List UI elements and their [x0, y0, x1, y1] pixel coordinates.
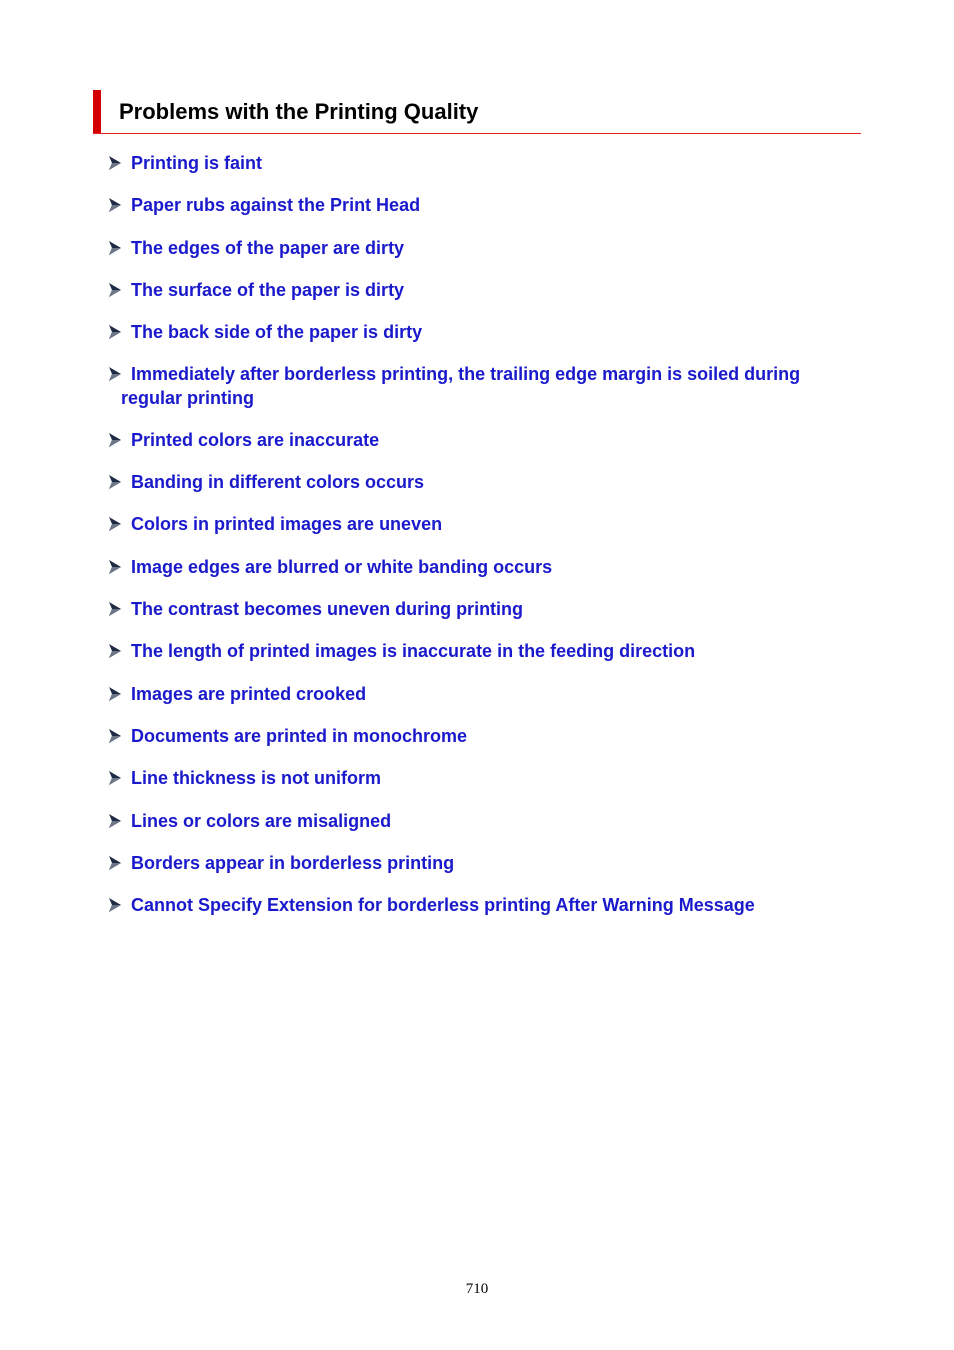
link-label[interactable]: Printed colors are inaccurate: [131, 430, 380, 450]
chevron-right-icon: [108, 601, 122, 617]
chevron-right-icon: [108, 197, 122, 213]
link-label[interactable]: The length of printed images is inaccurate in the feeding direction: [131, 641, 696, 661]
chevron-right-icon: [108, 897, 122, 913]
chevron-right-icon: [108, 432, 122, 448]
link-label[interactable]: Colors in printed images are uneven: [131, 514, 443, 534]
link-trailing-edge-soiled[interactable]: [108, 362, 858, 410]
link-back-side-dirty[interactable]: [108, 320, 858, 344]
link-label[interactable]: Printing is faint: [131, 153, 263, 173]
chevron-right-icon: [108, 813, 122, 829]
link-label[interactable]: Paper rubs against the Print Head: [131, 195, 421, 215]
link-paper-rubs-print-head[interactable]: [108, 193, 858, 217]
link-label[interactable]: Banding in different colors occurs: [131, 472, 425, 492]
link-label[interactable]: Lines or colors are misaligned: [131, 811, 392, 831]
link-label[interactable]: The contrast becomes uneven during printing: [131, 599, 524, 619]
link-label[interactable]: Borders appear in borderless printing: [131, 853, 455, 873]
chevron-right-icon: [108, 474, 122, 490]
link-line-thickness[interactable]: [108, 766, 858, 790]
link-contrast-uneven[interactable]: [108, 597, 858, 621]
chevron-right-icon: [108, 366, 122, 382]
link-label[interactable]: The edges of the paper are dirty: [131, 238, 405, 258]
link-label[interactable]: The back side of the paper is dirty: [131, 322, 423, 342]
link-label[interactable]: The surface of the paper is dirty: [131, 280, 405, 300]
link-label[interactable]: Line thickness is not uniform: [131, 768, 382, 788]
link-borders-appear[interactable]: [108, 851, 858, 875]
chevron-right-icon: [108, 728, 122, 744]
link-edges-blurred[interactable]: [108, 555, 858, 579]
link-surface-dirty[interactable]: [108, 278, 858, 302]
page-title: Problems with the Printing Quality: [119, 99, 479, 124]
chevron-right-icon: [108, 770, 122, 786]
chevron-right-icon: [108, 282, 122, 298]
link-edges-dirty[interactable]: [108, 236, 858, 260]
chevron-right-icon: [108, 516, 122, 532]
link-cannot-specify-extension[interactable]: [108, 893, 858, 917]
chevron-right-icon: [108, 643, 122, 659]
link-printing-is-faint[interactable]: [108, 151, 858, 175]
link-banding-colors[interactable]: [108, 470, 858, 494]
chevron-right-icon: [108, 240, 122, 256]
link-label[interactable]: Cannot Specify Extension for borderless printing After Warning Message: [131, 895, 755, 915]
link-label[interactable]: Image edges are blurred or white banding occurs: [131, 557, 553, 577]
link-printed-crooked[interactable]: [108, 682, 858, 706]
chevron-right-icon: [108, 559, 122, 575]
link-monochrome[interactable]: [108, 724, 858, 748]
link-length-inaccurate[interactable]: [108, 639, 858, 663]
link-label[interactable]: Images are printed crooked: [131, 684, 367, 704]
link-label[interactable]: Immediately after borderless printing, the trailing edge margin is soiled during: [131, 364, 801, 384]
page-number: 710: [465, 1281, 489, 1297]
link-colors-inaccurate[interactable]: [108, 428, 858, 452]
link-colors-uneven[interactable]: [108, 512, 858, 536]
link-misaligned[interactable]: [108, 809, 858, 833]
chevron-right-icon: [108, 155, 122, 171]
link-label-continued[interactable]: regular printing: [121, 388, 255, 408]
chevron-right-icon: [108, 324, 122, 340]
chevron-right-icon: [108, 686, 122, 702]
chevron-right-icon: [108, 855, 122, 871]
link-label[interactable]: Documents are printed in monochrome: [131, 726, 468, 746]
